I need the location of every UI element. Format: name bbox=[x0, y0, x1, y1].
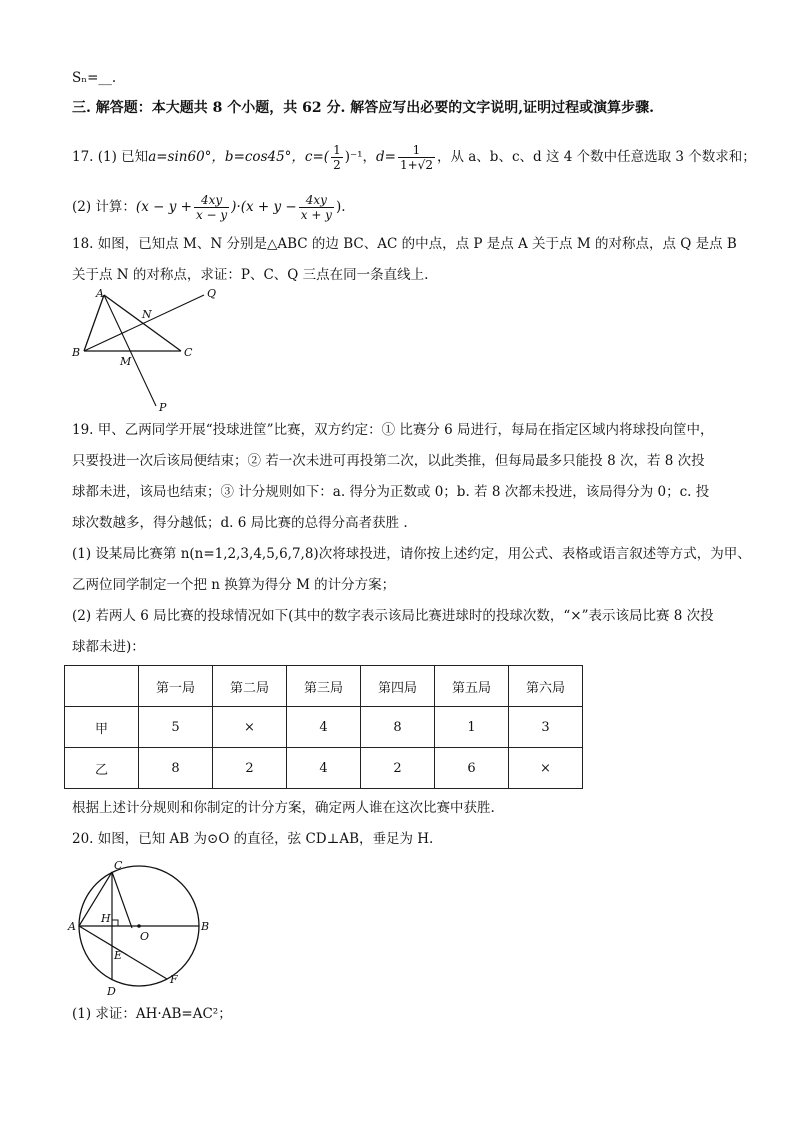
table-cell: × bbox=[509, 748, 583, 789]
q17-d-num: 1 bbox=[398, 143, 435, 158]
q18-seg-BQ bbox=[84, 295, 204, 351]
q19-line-4: 球次数越多，得分越低；d. 6 局比赛的总得分高者获胜 . bbox=[72, 515, 408, 531]
table-header-cell: 第一局 bbox=[139, 666, 213, 707]
q17-f1-num: 4xy bbox=[194, 193, 229, 208]
table-cell: 4 bbox=[287, 748, 361, 789]
table-row-label: 乙 bbox=[65, 748, 139, 789]
q20-label-H: H bbox=[101, 912, 111, 925]
q17-part1 bbox=[72, 143, 756, 172]
table-cell: 6 bbox=[435, 748, 509, 789]
q17-tail: ，从 a、b、c、d 这 4 个数中任意选取 3 个数求和； bbox=[436, 149, 756, 165]
table-header-cell: 第三局 bbox=[287, 666, 361, 707]
q20-label-F: F bbox=[170, 973, 178, 986]
q17-c-num: 1 bbox=[333, 143, 341, 157]
q19-line-1: 19. 甲、乙两同学开展“投球进筐”比赛，双方约定：① 比赛分 6 局进行，每局在指定区域内将球投向筐中， bbox=[72, 422, 714, 438]
table-cell: 2 bbox=[361, 748, 435, 789]
q20-label-C: C bbox=[114, 859, 123, 872]
q17-part2 bbox=[72, 193, 346, 222]
q18-label-C: C bbox=[184, 346, 193, 359]
q20-label-O: O bbox=[140, 930, 150, 943]
q19-line-3: 球都未进，该局也结束；③ 计分规则如下：a. 得分为正数或 0；b. 若 8 次都未投进，该局得分为 0；c. 投 bbox=[72, 484, 710, 500]
q20-part1: (1) 求证：AH·AB=AC²； bbox=[72, 1006, 232, 1022]
table-row bbox=[65, 707, 583, 748]
table-header-cell: 第四局 bbox=[361, 666, 435, 707]
q17-f2-den: x + y bbox=[300, 208, 332, 222]
q17-c-post: )⁻¹， bbox=[344, 149, 377, 165]
q17-p2-a: (x − y + bbox=[135, 199, 192, 215]
table-cell: 3 bbox=[509, 707, 583, 748]
q18-line1: 18. 如图，已知点 M、N 分别是△ABC 的边 BC、AC 的中点，点 P 是点 A 关于点 M 的对称点，点 Q 是点 B bbox=[72, 236, 737, 252]
q18-triangle-figure bbox=[64, 286, 234, 416]
q17-c-pre: c=( bbox=[304, 149, 330, 165]
q20-label-A: A bbox=[68, 920, 76, 933]
table-cell: 1 bbox=[435, 707, 509, 748]
q17-f1-den: x − y bbox=[195, 208, 228, 222]
q19-line-7: (2) 若两人 6 局比赛的投球情况如下(其中的数字表示该局比赛进球时的投球次数，“×”表示该局比赛 8 次投 bbox=[72, 608, 714, 624]
q17-p2-b: )·(x + y − bbox=[231, 199, 297, 215]
section-3-title: 三. 解答题：本大题共 8 个小题，共 62 分. 解答应写出必要的文字说明,证明过程或演算步骤. bbox=[72, 100, 654, 116]
q18-label-N: N bbox=[142, 308, 152, 321]
table-header-row bbox=[65, 666, 583, 707]
q19-line-8: 球都未进)： bbox=[72, 639, 145, 655]
q17-c-den: 2 bbox=[333, 158, 341, 172]
q19-line-6: 乙两位同学制定一个把 n 换算为得分 M 的计分方案； bbox=[72, 577, 396, 593]
table-cell: × bbox=[213, 707, 287, 748]
q18-label-Q: Q bbox=[207, 287, 217, 300]
table-cell: 5 bbox=[139, 707, 213, 748]
q17-a-def: a=sin60°， bbox=[148, 149, 225, 165]
q19-line-2: 只要投进一次后该局便结束；② 若一次未进可再投第二次，以此类推，但每局最多只能投 8 次，若 8 次投 bbox=[72, 453, 705, 469]
q20-label-E: E bbox=[114, 949, 123, 962]
q17-d-den: 1+√2 bbox=[399, 158, 433, 172]
q20-label-D: D bbox=[107, 985, 116, 998]
q17-b-def: b=cos45°， bbox=[224, 149, 305, 165]
q19-after-table: 根据上述计分规则和你制定的计分方案，确定两人谁在这次比赛中获胜. bbox=[72, 800, 495, 816]
q17-c-fraction bbox=[331, 143, 343, 172]
q20-circle-figure bbox=[64, 858, 224, 1023]
q20-seg-AF bbox=[79, 926, 167, 979]
q18-label-P: P bbox=[159, 401, 167, 414]
table-header-cell bbox=[65, 666, 139, 707]
top-line: Sₙ=__. bbox=[72, 70, 117, 86]
q17-f2-num: 4xy bbox=[299, 193, 334, 208]
table-header-cell: 第六局 bbox=[509, 666, 583, 707]
q18-line2: 关于点 N 的对称点，求证：P、C、Q 三点在同一条直线上. bbox=[72, 267, 429, 283]
q17-p2-prefix: (2) 计算： bbox=[72, 199, 136, 215]
table-header-cell: 第五局 bbox=[435, 666, 509, 707]
table-cell: 8 bbox=[139, 748, 213, 789]
q17-p2-c: ). bbox=[335, 199, 346, 215]
q19-line-5: (1) 设某局比赛第 n(n=1,2,3,4,5,6,7,8)次将球投进，请你按上述约定，用公式、表格或语言叙述等方式，为甲、 bbox=[72, 546, 751, 562]
q20-line1: 20. 如图，已知 AB 为⊙O 的直径，弦 CD⊥AB，垂足为 H. bbox=[72, 831, 434, 847]
q18-seg-AC bbox=[104, 295, 181, 351]
table-cell: 4 bbox=[287, 707, 361, 748]
q20-label-B: B bbox=[201, 920, 210, 933]
q17-p2-fraction1 bbox=[194, 193, 229, 222]
q17-d-pre: d= bbox=[376, 149, 396, 165]
q18-label-M: M bbox=[120, 355, 132, 368]
q17-d-fraction bbox=[398, 143, 435, 172]
q17-p2-fraction2 bbox=[299, 193, 334, 222]
q20-right-angle-mark bbox=[112, 920, 118, 926]
q20-center-dot bbox=[137, 924, 141, 928]
table-cell: 2 bbox=[213, 748, 287, 789]
table-row bbox=[65, 748, 583, 789]
q18-label-B: B bbox=[72, 346, 81, 359]
table-cell: 8 bbox=[361, 707, 435, 748]
table-row-label: 甲 bbox=[65, 707, 139, 748]
q18-label-A: A bbox=[96, 287, 104, 300]
q17-prefix: 17. (1) 已知 bbox=[72, 149, 149, 165]
q19-score-table bbox=[64, 665, 583, 789]
table-header-cell: 第二局 bbox=[213, 666, 287, 707]
